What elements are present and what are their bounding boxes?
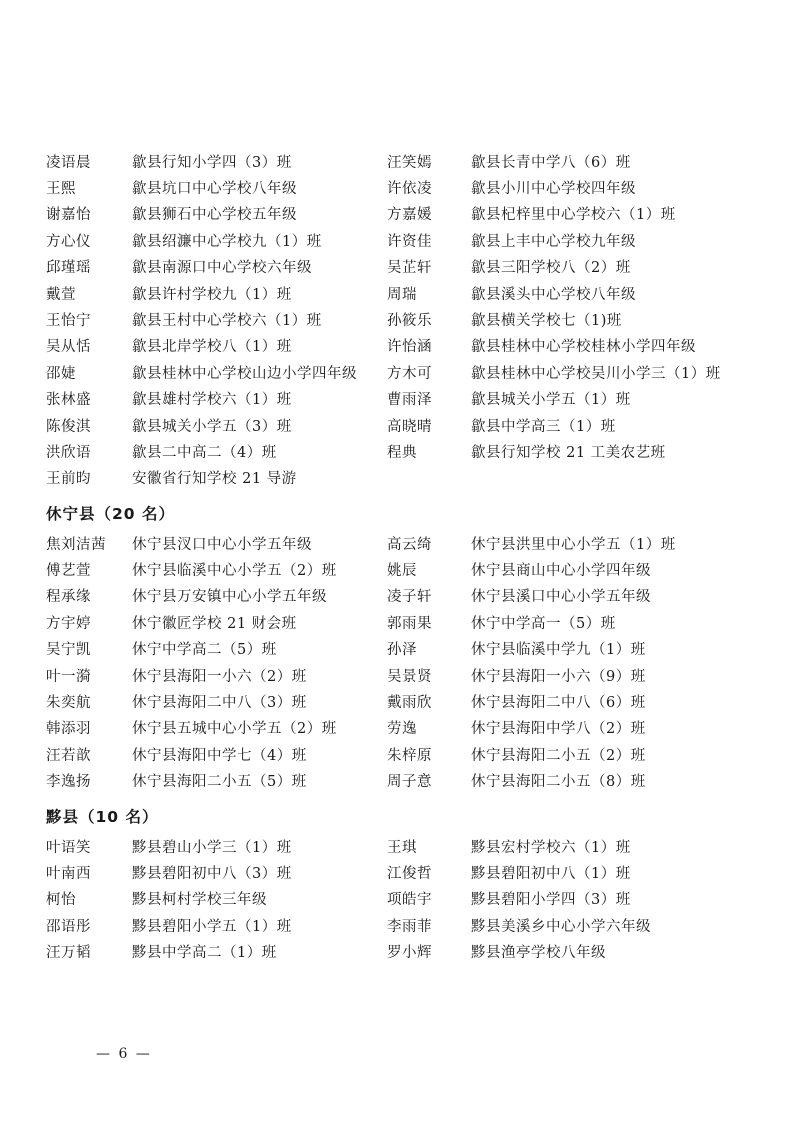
school-class: 休宁县海阳二小五（2）班 (471, 747, 646, 764)
school-class: 歙县狮石中心学校五年级 (132, 207, 297, 224)
school-class: 歙县上丰中心学校九年级 (471, 233, 636, 250)
student-name: 孙泽 (387, 642, 417, 659)
student-name: 许依凌 (387, 181, 432, 198)
student-name: 方嘉媛 (387, 207, 432, 224)
list-row (46, 333, 746, 359)
school-class: 休宁县汊口中心小学五年级 (132, 536, 312, 553)
student-name: 江俊哲 (387, 866, 432, 883)
school-class: 歙县绍濂中心学校九（1）班 (132, 233, 322, 250)
school-class: 黟县宏村学校六（1）班 (471, 839, 631, 856)
student-name: 方木可 (387, 365, 432, 382)
list-row (46, 148, 746, 174)
school-class: 休宁县临溪中心小学五（2）班 (132, 563, 337, 580)
school-class: 歙县横关学校七（1)班 (471, 313, 622, 330)
school-class: 安徽省行知学校 21 导游 (132, 471, 297, 488)
list-row (46, 583, 746, 609)
school-class: 歙县中学高三（1）班 (471, 418, 616, 435)
student-name: 许怡涵 (387, 339, 432, 356)
school-class: 黟县柯村学校三年级 (132, 892, 267, 909)
student-name: 叶一漪 (46, 668, 91, 685)
school-class: 歙县坑口中心学校八年级 (132, 181, 297, 198)
student-name: 高云绮 (387, 536, 432, 553)
student-name: 汪若歆 (46, 747, 91, 764)
list-row (46, 939, 746, 965)
student-name: 邱瑾瑶 (46, 260, 91, 277)
student-name: 姚辰 (387, 563, 417, 580)
school-class: 休宁县海阳二小五（8）班 (471, 774, 646, 791)
school-class: 歙县三阳学校八（2）班 (471, 260, 631, 277)
student-name: 程承缘 (46, 589, 91, 606)
list-row (46, 227, 746, 253)
list-row (46, 886, 746, 912)
list-row (46, 688, 746, 714)
school-class: 休宁中学高一（5）班 (471, 615, 616, 632)
list-row (46, 280, 746, 306)
student-name: 王怡宁 (46, 313, 91, 330)
school-class: 休宁县海阳中学七（4）班 (132, 747, 307, 764)
award-list-block-xiuning (46, 530, 746, 794)
award-list-block-yixian (46, 833, 746, 965)
student-name: 戴雨欣 (387, 695, 432, 712)
school-class: 歙县行知小学四（3）班 (132, 154, 292, 171)
student-name: 程典 (387, 444, 417, 461)
school-class: 歙县二中高二（4）班 (132, 444, 277, 461)
student-name: 傅艺萱 (46, 563, 91, 580)
student-name: 项皓宇 (387, 892, 432, 909)
list-row (46, 609, 746, 635)
school-class: 歙县杞梓里中心学校六（1）班 (471, 207, 676, 224)
student-name: 吴芷轩 (387, 260, 432, 277)
list-row (46, 556, 746, 582)
school-class: 黟县碧阳小学五（1）班 (132, 918, 292, 935)
student-name: 吴从恬 (46, 339, 91, 356)
school-class: 歙县溪头中心学校八年级 (471, 286, 636, 303)
school-class: 歙县桂林中心学校吴川小学三（1）班 (471, 365, 721, 382)
award-list-block-shexian (46, 148, 746, 491)
student-name: 李雨菲 (387, 918, 432, 935)
student-name: 周子意 (387, 774, 432, 791)
list-row (46, 254, 746, 280)
list-row (46, 768, 746, 794)
student-name: 曹雨泽 (387, 392, 432, 409)
student-name: 劳逸 (387, 721, 417, 738)
section-heading-xiuning: 休宁县（20 名） (46, 505, 175, 523)
student-name: 汪笑嫣 (387, 154, 432, 171)
list-row (46, 530, 746, 556)
student-name: 戴萱 (46, 286, 76, 303)
school-class: 休宁徽匠学校 21 财会班 (132, 615, 297, 632)
list-row (46, 662, 746, 688)
list-row (46, 201, 746, 227)
student-name: 王琪 (387, 839, 417, 856)
student-name: 王熙 (46, 181, 76, 198)
student-name: 朱奕航 (46, 695, 91, 712)
school-class: 黟县碧阳小学四（3）班 (471, 892, 631, 909)
school-class: 黟县碧阳初中八（3）班 (132, 866, 292, 883)
student-name: 方宇婷 (46, 615, 91, 632)
student-name: 陈俊淇 (46, 418, 91, 435)
school-class: 歙县行知学校 21 工美农艺班 (471, 444, 666, 461)
list-row (46, 174, 746, 200)
student-name: 凌子轩 (387, 589, 432, 606)
student-name: 李逸扬 (46, 774, 91, 791)
school-class: 休宁县海阳一小六（2）班 (132, 668, 307, 685)
school-class: 休宁中学高二（5）班 (132, 642, 277, 659)
student-name: 谢嘉怡 (46, 207, 91, 224)
school-class: 歙县北岸学校八（1）班 (132, 339, 292, 356)
list-row (46, 715, 746, 741)
list-row (46, 833, 746, 859)
student-name: 韩添羽 (46, 721, 91, 738)
list-row (46, 412, 746, 438)
school-class: 休宁县五城中心小学五（2）班 (132, 721, 337, 738)
student-name: 郭雨果 (387, 615, 432, 632)
school-class: 歙县长青中学八（6）班 (471, 154, 631, 171)
list-row (46, 438, 746, 464)
list-row (46, 359, 746, 385)
school-class: 黟县渔亭学校八年级 (471, 945, 606, 962)
student-name: 邵语彤 (46, 918, 91, 935)
school-class: 歙县王村中心学校六（1）班 (132, 313, 322, 330)
school-class: 歙县许村学校九（1）班 (132, 286, 292, 303)
school-class: 休宁县洪里中心小学五（1）班 (471, 536, 676, 553)
student-name: 吴宁凯 (46, 642, 91, 659)
student-name: 王前昀 (46, 471, 91, 488)
list-row (46, 912, 746, 938)
school-class: 休宁县海阳二中八（3）班 (132, 695, 307, 712)
school-class: 黟县碧阳初中八（1）班 (471, 866, 631, 883)
school-class: 休宁县海阳中学八（2）班 (471, 721, 646, 738)
school-class: 休宁县溪口中心小学五年级 (471, 589, 651, 606)
school-class: 歙县雄村学校六（1）班 (132, 392, 292, 409)
page-number: — 6 — (96, 1046, 152, 1062)
list-row (46, 859, 746, 885)
list-row (46, 306, 746, 332)
list-row (46, 386, 746, 412)
student-name: 朱梓原 (387, 747, 432, 764)
school-class: 休宁县临溪中学九（1）班 (471, 642, 646, 659)
section-heading-yixian: 黟县（10 名） (46, 808, 159, 826)
school-class: 歙县小川中心学校四年级 (471, 181, 636, 198)
school-class: 歙县桂林中心学校桂林小学四年级 (471, 339, 696, 356)
student-name: 邵婕 (46, 365, 76, 382)
school-class: 歙县城关小学五（3）班 (132, 418, 292, 435)
student-name: 高晓晴 (387, 418, 432, 435)
student-name: 孙筱乐 (387, 313, 432, 330)
school-class: 歙县桂林中心学校山边小学四年级 (132, 365, 357, 382)
school-class: 歙县南源口中心学校六年级 (132, 260, 312, 277)
school-class: 歙县城关小学五（1）班 (471, 392, 631, 409)
student-name: 柯怡 (46, 892, 76, 909)
student-name: 凌语晨 (46, 154, 91, 171)
student-name: 洪欣语 (46, 444, 91, 461)
student-name: 焦刘洁茜 (46, 536, 106, 553)
student-name: 许资佳 (387, 233, 432, 250)
school-class: 休宁县商山中心小学四年级 (471, 563, 651, 580)
student-name: 吴景贤 (387, 668, 432, 685)
school-class: 休宁县海阳一小六（9）班 (471, 668, 646, 685)
student-name: 周瑞 (387, 286, 417, 303)
list-row (46, 636, 746, 662)
student-name: 叶南西 (46, 866, 91, 883)
student-name: 方心仪 (46, 233, 91, 250)
school-class: 黟县中学高二（1）班 (132, 945, 277, 962)
list-row (46, 741, 746, 767)
school-class: 黟县碧山小学三（1）班 (132, 839, 292, 856)
school-class: 休宁县万安镇中心小学五年级 (132, 589, 327, 606)
student-name: 罗小辉 (387, 945, 432, 962)
student-name: 张林盛 (46, 392, 91, 409)
school-class: 休宁县海阳二中八（6）班 (471, 695, 646, 712)
school-class: 黟县美溪乡中心小学六年级 (471, 918, 651, 935)
list-row (46, 465, 746, 491)
student-name: 汪万韬 (46, 945, 91, 962)
student-name: 叶语笑 (46, 839, 91, 856)
school-class: 休宁县海阳二小五（5）班 (132, 774, 307, 791)
